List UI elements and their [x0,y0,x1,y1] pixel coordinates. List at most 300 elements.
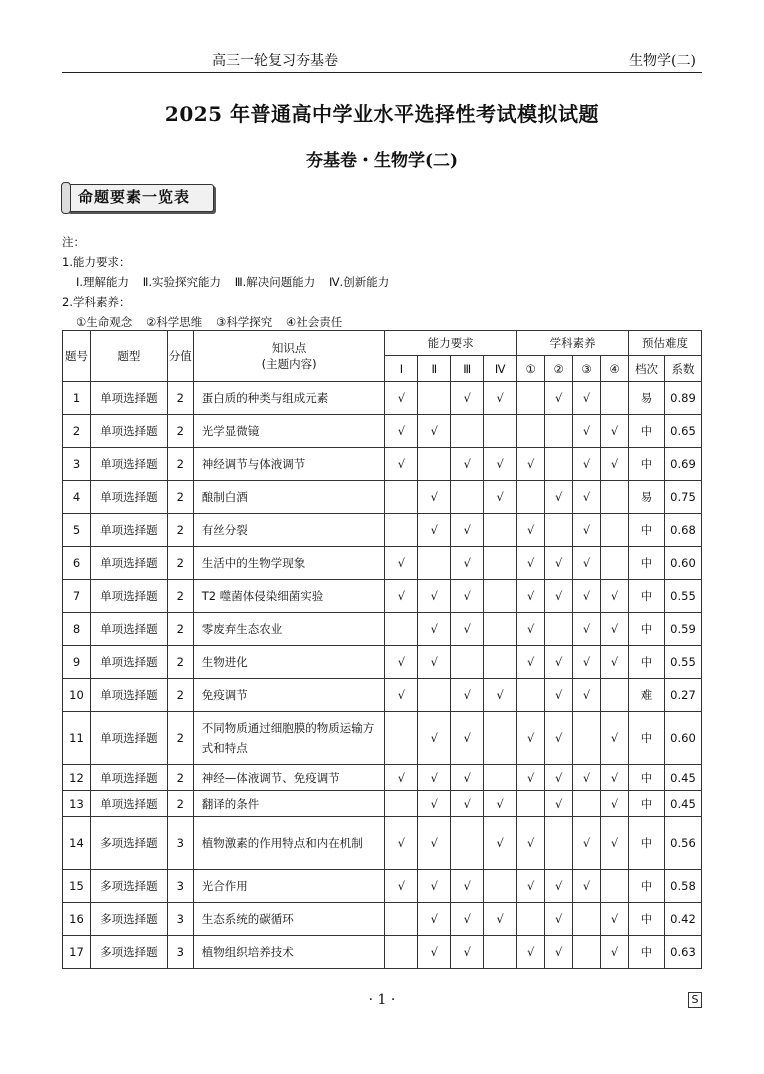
cell-literacy-check: √ [601,646,629,679]
table-row [63,448,702,481]
cell-coef: 0.89 [664,382,701,415]
literacy-item: ③科学探究 [215,315,273,329]
table-row [63,646,702,679]
cell-ability-check: √ [418,580,451,613]
cell-score: 3 [167,936,193,969]
cell-score: 3 [167,817,193,870]
cell-coef: 0.58 [664,870,701,903]
table-row [63,415,702,448]
header-score: 分值 [167,331,193,382]
cell-ability-check [451,481,484,514]
cell-num: 7 [63,580,91,613]
cell-ability-check: √ [484,481,517,514]
cell-coef: 0.42 [664,903,701,936]
header-ability-col: Ⅰ [385,356,418,382]
cell-literacy-check: √ [517,712,545,765]
cell-ability-check: √ [418,712,451,765]
cell-num: 12 [63,765,91,791]
cell-score: 2 [167,514,193,547]
notes-section [62,232,399,332]
cell-literacy-check [545,817,573,870]
cell-ability-check: √ [451,903,484,936]
cell-level: 中 [628,765,664,791]
literacy-item: ②科学思维 [145,315,203,329]
cell-ability-check: √ [451,870,484,903]
cell-literacy-check [545,415,573,448]
cell-literacy-check [573,903,601,936]
header-literacy-col: ③ [573,356,601,382]
cell-score: 2 [167,765,193,791]
cell-ability-check: √ [385,870,418,903]
cell-ability-check [385,791,418,817]
header-type: 题型 [90,331,167,382]
cell-literacy-check [545,448,573,481]
cell-literacy-check: √ [517,514,545,547]
cell-level: 中 [628,646,664,679]
cell-coef: 0.45 [664,765,701,791]
cell-literacy-check [601,870,629,903]
cell-ability-check [484,712,517,765]
cell-num: 6 [63,547,91,580]
notes-label: 注： [62,235,85,249]
table-row [63,936,702,969]
cell-knowledge-point: 光合作用 [193,870,385,903]
cell-level: 中 [628,903,664,936]
header-difficulty: 预估难度 [628,331,701,356]
cell-literacy-check: √ [601,817,629,870]
cell-knowledge-point: 生物进化 [193,646,385,679]
cell-ability-check: √ [385,415,418,448]
table-row [63,547,702,580]
cell-coef: 0.75 [664,481,701,514]
cell-coef: 0.55 [664,646,701,679]
table-row [63,870,702,903]
cell-ability-check: √ [451,547,484,580]
cell-literacy-check: √ [573,613,601,646]
cell-coef: 0.60 [664,547,701,580]
cell-num: 3 [63,448,91,481]
cell-num: 8 [63,613,91,646]
cell-level: 难 [628,679,664,712]
cell-coef: 0.45 [664,791,701,817]
cell-ability-check: √ [385,817,418,870]
literacy-item: ①生命观念 [76,315,133,329]
cell-literacy-check [517,903,545,936]
cell-type: 单项选择题 [90,791,167,817]
cell-level: 中 [628,448,664,481]
cell-ability-check: √ [451,382,484,415]
table-row [63,514,702,547]
document-subtitle: 夯基卷・生物学(二) [305,151,459,171]
cell-score: 2 [167,382,193,415]
cell-literacy-check: √ [573,870,601,903]
header-num [63,331,91,382]
cell-ability-check: √ [451,580,484,613]
cell-ability-check: √ [484,791,517,817]
ability-items [62,272,399,292]
cell-literacy-check: √ [545,870,573,903]
cell-ability-check [484,415,517,448]
cell-literacy-check: √ [545,936,573,969]
cell-ability-check: √ [418,765,451,791]
table-row [63,382,702,415]
cell-literacy-check: √ [601,448,629,481]
literacy-item: ④社会责任 [285,315,343,329]
cell-literacy-check: √ [517,765,545,791]
document-title: 2025 年普通高中学业水平选择性考试模拟试题 [164,102,600,126]
cell-num: 13 [63,791,91,817]
cell-ability-check: √ [418,514,451,547]
header-knowledge-point [193,331,385,382]
cell-ability-check: √ [451,613,484,646]
header-literacy-col: ① [517,356,545,382]
cell-literacy-check: √ [573,481,601,514]
cell-literacy-check: √ [601,712,629,765]
ability-item: Ⅲ.解决问题能力 [234,275,316,289]
cell-ability-check [385,613,418,646]
banner-label: 命题要素一览表 [78,188,191,206]
cell-literacy-check [573,791,601,817]
cell-ability-check: √ [418,415,451,448]
cell-score: 2 [167,646,193,679]
cell-ability-check: √ [484,382,517,415]
cell-literacy-check: √ [545,712,573,765]
cell-ability-check: √ [418,481,451,514]
cell-literacy-check [517,481,545,514]
cell-literacy-check: √ [601,580,629,613]
cell-ability-check: √ [418,791,451,817]
cell-level: 中 [628,580,664,613]
cell-coef: 0.63 [664,936,701,969]
cell-score: 2 [167,712,193,765]
cell-ability-check [484,580,517,613]
cell-ability-check: √ [484,448,517,481]
cell-score: 2 [167,448,193,481]
cell-ability-check [385,481,418,514]
cell-num: 11 [63,712,91,765]
header-level: 档次 [628,356,664,382]
cell-ability-check: √ [451,791,484,817]
cell-knowledge-point: 免疫调节 [193,679,385,712]
cell-type: 单项选择题 [90,547,167,580]
cell-literacy-check [517,382,545,415]
cell-ability-check [484,514,517,547]
header-kp-text: 知识点 [271,341,307,355]
cell-ability-check [484,870,517,903]
cell-ability-check [451,817,484,870]
cell-score: 3 [167,903,193,936]
cell-ability-check [385,936,418,969]
cell-level: 中 [628,547,664,580]
header-literacy: 学科素养 [517,331,629,356]
table-row [63,481,702,514]
cell-level: 中 [628,415,664,448]
cell-ability-check [418,382,451,415]
cell-literacy-check: √ [545,903,573,936]
cell-level: 中 [628,514,664,547]
cell-literacy-check: √ [517,448,545,481]
cell-knowledge-point: 生态系统的碳循环 [193,903,385,936]
cell-num: 15 [63,870,91,903]
cell-ability-check [451,646,484,679]
cell-literacy-check [545,613,573,646]
ability-title: 1.能力要求： [62,255,131,269]
cell-ability-check [451,415,484,448]
cell-type: 多项选择题 [90,936,167,969]
cell-literacy-check [601,382,629,415]
header-literacy-col: ④ [601,356,629,382]
cell-literacy-check: √ [573,817,601,870]
cell-level: 中 [628,870,664,903]
cell-score: 2 [167,613,193,646]
page-number: · 1 · [368,992,396,1008]
cell-literacy-check [601,547,629,580]
cell-type: 单项选择题 [90,646,167,679]
cell-literacy-check: √ [573,382,601,415]
cell-literacy-check [573,712,601,765]
cell-ability-check: √ [385,547,418,580]
cell-knowledge-point: 神经调节与体液调节 [193,448,385,481]
cell-knowledge-point: 蛋白质的种类与组成元素 [193,382,385,415]
cell-ability-check: √ [451,514,484,547]
cell-level: 易 [628,382,664,415]
page-header [62,48,702,73]
cell-literacy-check: √ [573,679,601,712]
cell-literacy-check: √ [517,547,545,580]
ability-item: Ⅳ.创新能力 [328,275,390,289]
cell-level: 易 [628,481,664,514]
header-coef: 系数 [664,356,701,382]
cell-coef: 0.59 [664,613,701,646]
cell-knowledge-point: 植物激素的作用特点和内在机制 [193,817,385,870]
cell-literacy-check: √ [573,765,601,791]
cell-ability-check: √ [418,646,451,679]
cell-knowledge-point: 有丝分裂 [193,514,385,547]
cell-literacy-check [573,936,601,969]
cell-literacy-check: √ [517,613,545,646]
cell-ability-check: √ [451,936,484,969]
cell-num: 4 [63,481,91,514]
cell-coef: 0.65 [664,415,701,448]
cell-literacy-check: √ [601,936,629,969]
cell-ability-check [418,679,451,712]
cell-score: 2 [167,547,193,580]
cell-num: 5 [63,514,91,547]
cell-ability-check: √ [418,870,451,903]
cell-literacy-check: √ [573,514,601,547]
cell-ability-check: √ [451,448,484,481]
cell-literacy-check: √ [545,646,573,679]
cell-ability-check: √ [385,765,418,791]
header-kp-sub: (主题内容) [261,357,317,371]
cell-score: 2 [167,791,193,817]
header-ability-col: Ⅳ [484,356,517,382]
cell-literacy-check: √ [601,903,629,936]
cell-literacy-check: √ [573,448,601,481]
cell-ability-check [418,547,451,580]
cell-ability-check: √ [418,903,451,936]
table-row [63,679,702,712]
cell-coef: 0.68 [664,514,701,547]
cell-literacy-check [517,679,545,712]
cell-knowledge-point: T2 噬菌体侵染细菌实验 [193,580,385,613]
cell-type: 单项选择题 [90,765,167,791]
ability-item: Ⅱ.实验探究能力 [142,275,222,289]
cell-literacy-check [601,481,629,514]
cell-literacy-check: √ [545,791,573,817]
cell-score: 2 [167,580,193,613]
cell-ability-check: √ [484,679,517,712]
cell-ability-check: √ [484,903,517,936]
cell-num: 17 [63,936,91,969]
cell-num: 14 [63,817,91,870]
cell-type: 单项选择题 [90,415,167,448]
table-row [63,613,702,646]
cell-num: 9 [63,646,91,679]
cell-literacy-check: √ [517,870,545,903]
cell-knowledge-point: 酿制白酒 [193,481,385,514]
section-banner [62,182,214,214]
cell-literacy-check: √ [545,580,573,613]
cell-level: 中 [628,817,664,870]
cell-ability-check: √ [418,936,451,969]
header-left-title: 高三一轮复习夯基卷 [212,53,338,69]
cell-knowledge-point: 翻译的条件 [193,791,385,817]
cell-knowledge-point: 零废弃生态农业 [193,613,385,646]
ability-item: Ⅰ.理解能力 [76,275,130,289]
cell-score: 2 [167,679,193,712]
cell-ability-check: √ [451,679,484,712]
cell-coef: 0.27 [664,679,701,712]
cell-ability-check [418,448,451,481]
header-ability-col: Ⅱ [418,356,451,382]
table-row [63,765,702,791]
cell-ability-check [484,613,517,646]
cell-literacy-check: √ [573,580,601,613]
cell-type: 单项选择题 [90,514,167,547]
cell-literacy-check: √ [517,936,545,969]
cell-literacy-check: √ [573,415,601,448]
cell-type: 单项选择题 [90,580,167,613]
table-row [63,817,702,870]
table-row [63,791,702,817]
cell-literacy-check: √ [545,382,573,415]
cell-ability-check: √ [418,817,451,870]
cell-type: 单项选择题 [90,481,167,514]
cell-coef: 0.55 [664,580,701,613]
cell-knowledge-point: 光学显微镜 [193,415,385,448]
cell-literacy-check [601,679,629,712]
cell-ability-check: √ [385,679,418,712]
cell-num: 10 [63,679,91,712]
cell-score: 2 [167,481,193,514]
cell-level: 中 [628,791,664,817]
header-literacy-col: ② [545,356,573,382]
cell-type: 多项选择题 [90,903,167,936]
cell-literacy-check [601,514,629,547]
cell-ability-check: √ [385,646,418,679]
cell-ability-check: √ [451,712,484,765]
cell-literacy-check: √ [573,646,601,679]
cell-coef: 0.56 [664,817,701,870]
header-right-subject: 生物学(二) [629,53,696,69]
cell-knowledge-point: 植物组织培养技术 [193,936,385,969]
footer-mark: S [688,992,702,1008]
cell-ability-check: √ [385,448,418,481]
cell-literacy-check: √ [545,679,573,712]
cell-num: 2 [63,415,91,448]
specification-table [62,330,702,969]
cell-literacy-check: √ [601,791,629,817]
cell-ability-check: √ [385,580,418,613]
cell-level: 中 [628,712,664,765]
cell-ability-check: √ [385,382,418,415]
cell-ability-check [484,936,517,969]
cell-literacy-check: √ [601,765,629,791]
table-row [63,580,702,613]
cell-literacy-check: √ [545,765,573,791]
cell-ability-check [484,547,517,580]
cell-score: 3 [167,870,193,903]
literacy-items [62,312,399,332]
cell-literacy-check [517,791,545,817]
cell-num: 16 [63,903,91,936]
table-row [63,903,702,936]
cell-ability-check [385,514,418,547]
cell-literacy-check: √ [601,415,629,448]
header-num-text: 题号 [64,349,88,363]
cell-ability-check: √ [418,613,451,646]
cell-type: 单项选择题 [90,613,167,646]
cell-literacy-check: √ [545,547,573,580]
cell-literacy-check: √ [517,580,545,613]
table-body [63,382,702,969]
cell-score: 2 [167,415,193,448]
cell-coef: 0.60 [664,712,701,765]
cell-level: 中 [628,613,664,646]
cell-literacy-check: √ [517,646,545,679]
cell-type: 多项选择题 [90,817,167,870]
cell-literacy-check: √ [573,547,601,580]
cell-ability-check: √ [484,817,517,870]
literacy-title: 2.学科素养： [62,295,131,309]
header-ability-col: Ⅲ [451,356,484,382]
cell-knowledge-point: 生活中的生物学现象 [193,547,385,580]
cell-ability-check [385,712,418,765]
cell-literacy-check: √ [601,613,629,646]
cell-knowledge-point: 不同物质通过细胞膜的物质运输方式和特点 [193,712,385,765]
cell-literacy-check: √ [517,817,545,870]
cell-type: 单项选择题 [90,382,167,415]
cell-knowledge-point: 神经—体液调节、免疫调节 [193,765,385,791]
cell-coef: 0.69 [664,448,701,481]
cell-num: 1 [63,382,91,415]
cell-literacy-check: √ [545,481,573,514]
cell-type: 多项选择题 [90,870,167,903]
cell-level: 中 [628,936,664,969]
cell-ability-check: √ [451,765,484,791]
header-ability: 能力要求 [385,331,517,356]
cell-type: 单项选择题 [90,448,167,481]
cell-ability-check [385,903,418,936]
cell-type: 单项选择题 [90,679,167,712]
cell-ability-check [484,765,517,791]
cell-literacy-check [517,415,545,448]
table-row [63,712,702,765]
cell-type: 单项选择题 [90,712,167,765]
cell-literacy-check [545,514,573,547]
cell-ability-check [484,646,517,679]
